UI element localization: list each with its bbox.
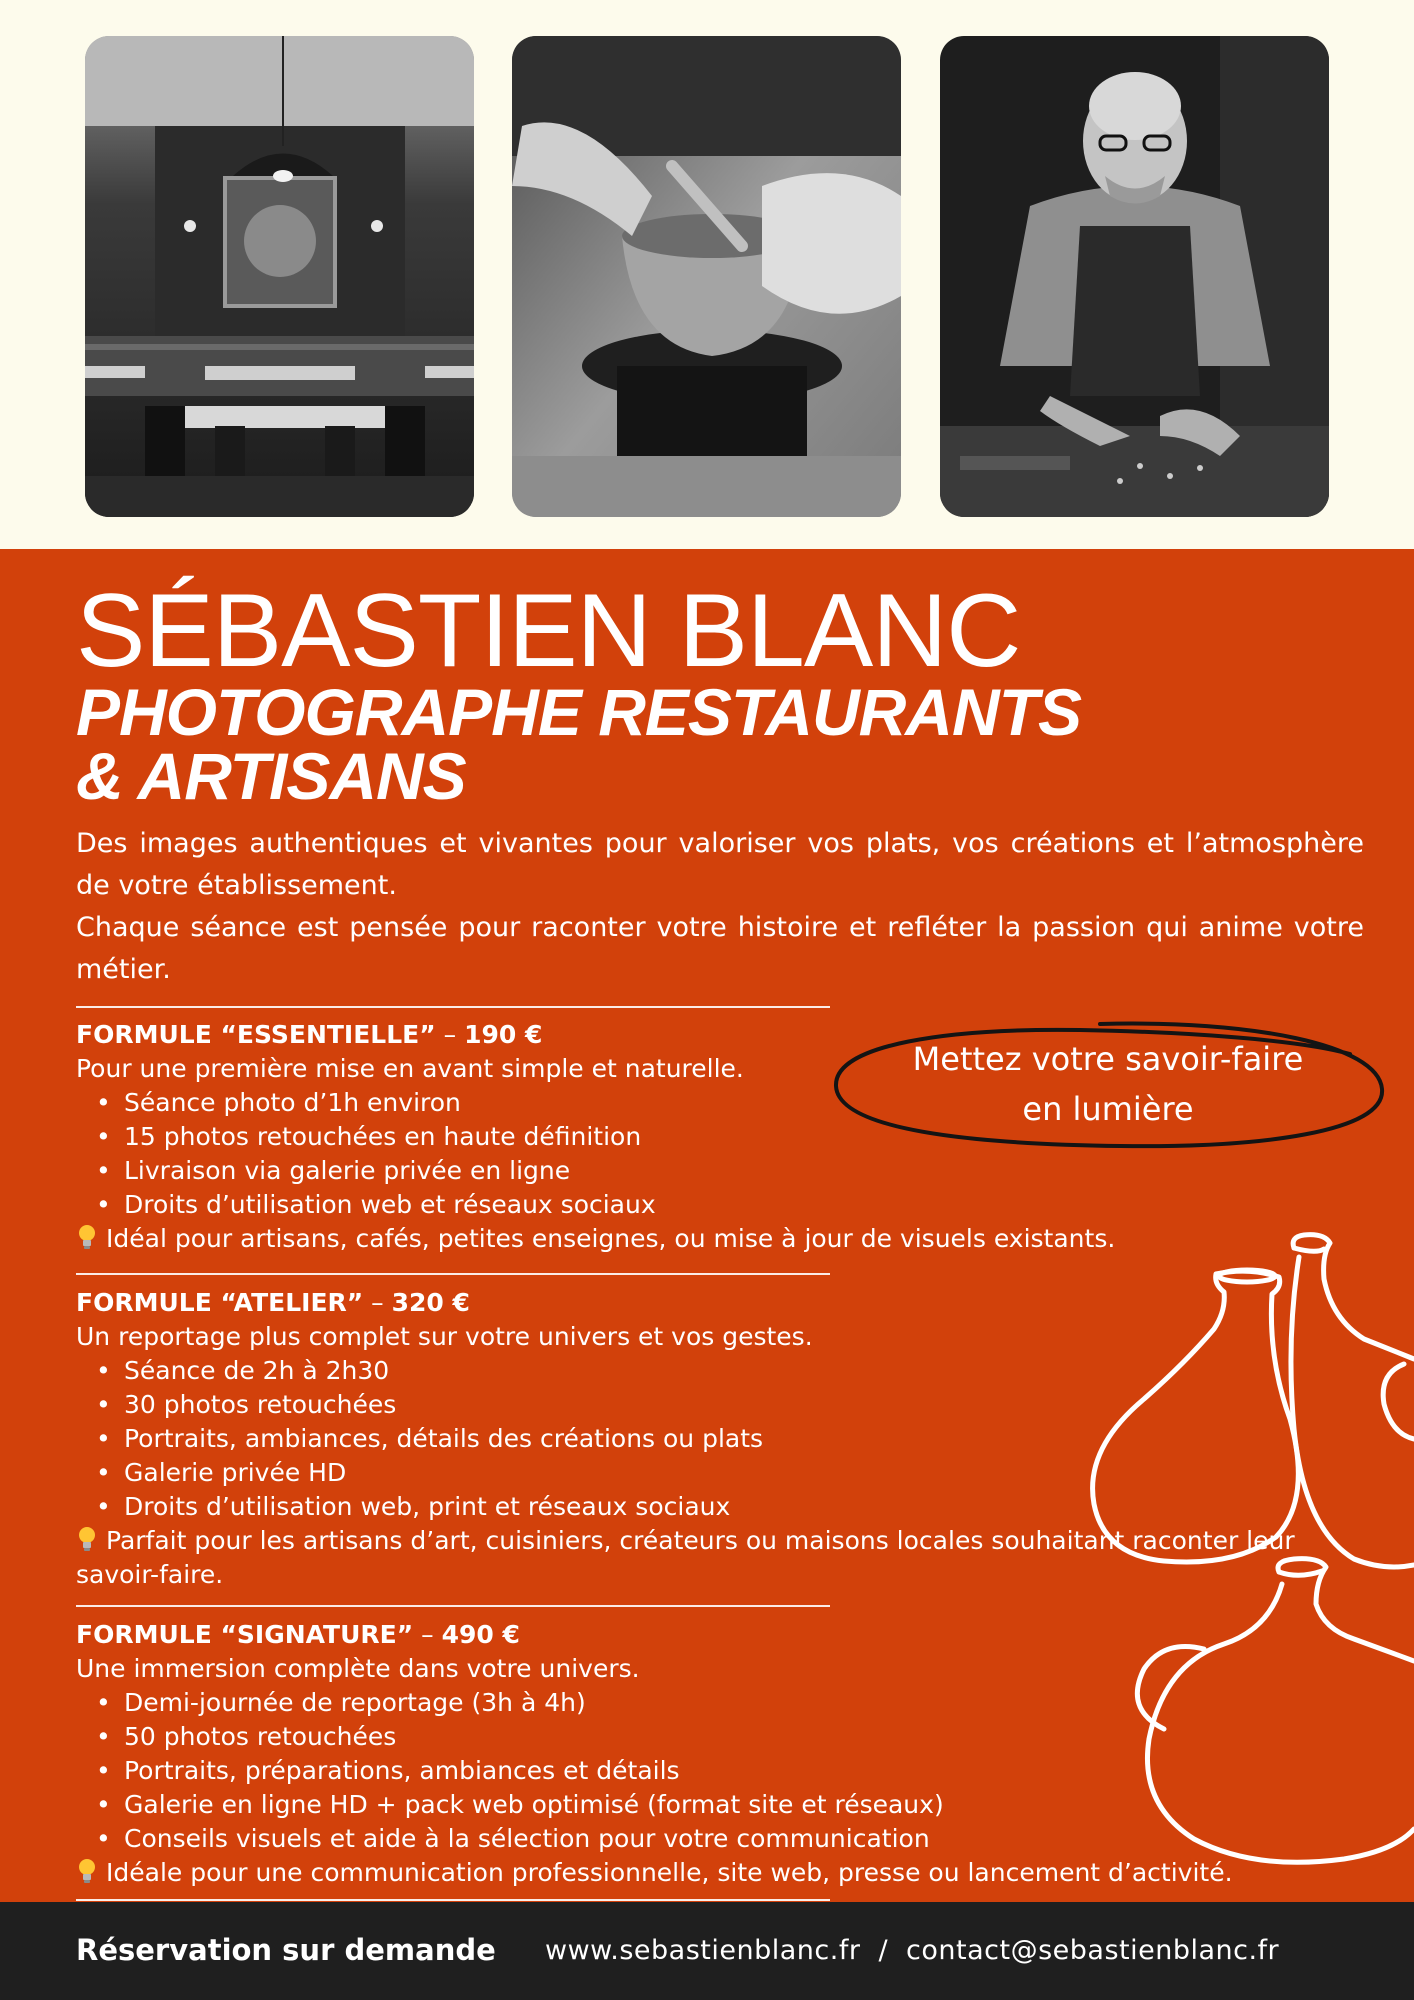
list-item: • Séance photo d’1h environ: [76, 1086, 1376, 1120]
formula-name: FORMULE “SIGNATURE”: [76, 1620, 414, 1649]
list-item: • Livraison via galerie privée en ligne: [76, 1154, 1376, 1188]
formula-separator: –: [363, 1288, 392, 1317]
formula-description: Un reportage plus complet sur votre univers et vos gestes.: [76, 1322, 813, 1351]
list-item: • Droits d’utilisation web et réseaux sociaux: [76, 1188, 1376, 1222]
pottery-hands-photo: [512, 36, 901, 517]
formula-tip-text: Idéal pour artisans, cafés, petites enseignes, ou mise à jour de visuels existants.: [106, 1224, 1116, 1253]
formula-separator: –: [413, 1620, 442, 1649]
formula-description: Une immersion complète dans votre univers.: [76, 1654, 640, 1683]
formula-price: 190 €: [464, 1020, 543, 1049]
list-item: • Demi-journée de reportage (3h à 4h): [76, 1686, 1376, 1720]
list-item: • Galerie privée HD: [76, 1456, 1376, 1490]
list-item: • 30 photos retouchées: [76, 1388, 1376, 1422]
divider: [76, 1006, 830, 1008]
decorative-jugs: [1054, 1199, 1414, 1902]
list-item: • Séance de 2h à 2h30: [76, 1354, 1376, 1388]
photo-strip: [85, 36, 1329, 517]
intro-text: [76, 823, 1364, 991]
formula-tip-text: Parfait pour les artisans d’art, cuisiniers, créateurs ou maisons locales souhaitant raconter leur savoir-faire.: [76, 1526, 1295, 1589]
website-link[interactable]: www.sebastienblanc.fr: [545, 1935, 861, 1966]
contact-separator: /: [878, 1935, 889, 1966]
list-item: • Droits d’utilisation web, print et réseaux sociaux: [76, 1490, 1376, 1524]
divider: [76, 1605, 830, 1607]
callout-badge: [830, 1014, 1386, 1154]
list-item: • 50 photos retouchées: [76, 1720, 1376, 1754]
divider: [76, 1273, 830, 1275]
divider: [76, 1899, 830, 1901]
callout-text: [830, 1034, 1386, 1134]
subtitle-line-2: & ARTISANS: [76, 739, 466, 813]
callout-line-2: en lumière: [1022, 1090, 1194, 1128]
lightbulb-icon: [76, 1526, 98, 1552]
formula-name: FORMULE “ATELIER”: [76, 1288, 364, 1317]
main-panel: [0, 549, 1414, 1902]
subtitle-line-1: PHOTOGRAPHE RESTAURANTS: [76, 675, 1081, 749]
formula-price: 320 €: [391, 1288, 470, 1317]
intro-paragraph-1: Des images authentiques et vivantes pour valoriser vos plats, vos créations et l’atmosphère de votre établissement.: [76, 828, 1364, 901]
booking-text: Réservation sur demande: [76, 1933, 496, 1967]
contact-info: [545, 1933, 1279, 1969]
restaurant-interior-photo: [85, 36, 474, 517]
formula-separator: –: [435, 1020, 465, 1049]
formula-price: 490 €: [441, 1620, 520, 1649]
jug-illustration-icon: [1054, 1199, 1414, 1902]
page-subtitle: [76, 675, 1081, 813]
lightbulb-icon: [76, 1224, 98, 1250]
list-item: • Conseils visuels et aide à la sélection pour votre communication: [76, 1822, 1376, 1856]
list-item: • Galerie en ligne HD + pack web optimisé (format site et réseaux): [76, 1788, 1376, 1822]
list-item: • Portraits, ambiances, détails des créations ou plats: [76, 1422, 1376, 1456]
craftsman-woodwork-photo: [940, 36, 1329, 517]
email-link[interactable]: contact@sebastienblanc.fr: [906, 1935, 1280, 1966]
photographer-name: SÉBASTIEN BLANC: [76, 573, 1021, 689]
formula-description: Pour une première mise en avant simple et naturelle.: [76, 1054, 744, 1083]
formula-name: FORMULE “ESSENTIELLE”: [76, 1020, 436, 1049]
intro-paragraph-2: Chaque séance est pensée pour raconter votre histoire et refléter la passion qui anime votre métier.: [76, 912, 1364, 985]
list-item: • 15 photos retouchées en haute définition: [76, 1120, 1376, 1154]
callout-line-1: Mettez votre savoir-faire: [912, 1040, 1304, 1078]
footer-bar: [0, 1902, 1414, 2000]
list-item: • Portraits, préparations, ambiances et détails: [76, 1754, 1376, 1788]
formula-tip-text: Idéale pour une communication professionnelle, site web, presse ou lancement d’activité.: [106, 1858, 1233, 1887]
lightbulb-icon: [76, 1858, 98, 1884]
